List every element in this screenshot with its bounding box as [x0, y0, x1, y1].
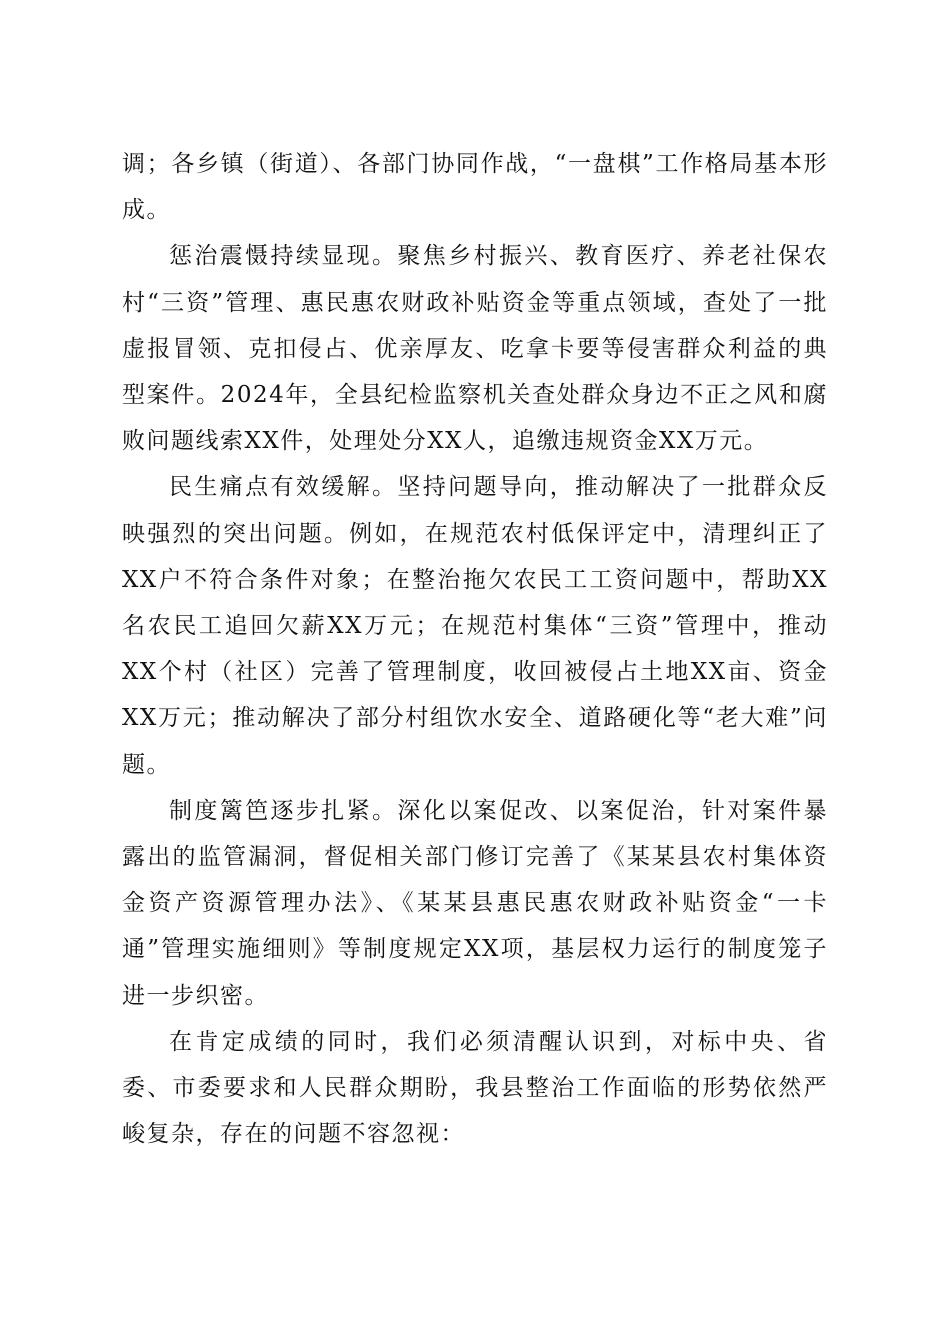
paragraph-livelihood-relief: 民生痛点有效缓解。坚持问题导向，推动解决了一批群众反映强烈的突出问题。例如，在规范农村低保评定中，清理纠正了XX户不符合条件对象；在整治拖欠农民工工资问题中，帮助XX名农民工追回欠薪XX万元；在规范村集体“三资”管理中，推动XX个村（社区）完善了管理制度，收回被侵占土地XX亩、资金XX万元；推动解决了部分村组饮水安全、道路硬化等“老大难”问题。	[122, 474, 828, 778]
paragraph-institutional-fence: 制度篱笆逐步扎紧。深化以案促改、以案促治，针对案件暴露出的监管漏洞，督促相关部门修订完善了《某某县农村集体资金资产资源管理办法》、《某某县惠民惠农财政补贴资金“一卡通”管理实施细则》等制度规定XX项，基层权力运行的制度笼子进一步织密。	[122, 797, 828, 1009]
paragraph-punishment-deterrence: 惩治震慑持续显现。聚焦乡村振兴、教育医疗、养老社保农村“三资”管理、惠民惠农财政补贴资金等重点领域，查处了一批虚报冒领、克扣侵占、优亲厚友、吃拿卡要等侵害群众利益的典型案件。2024年，全县纪检监察机关查处群众身边不正之风和腐败问题线索XX件，处理处分XX人，追缴违规资金XX万元。	[122, 243, 828, 455]
paragraph-continuation: 调；各乡镇（街道）、各部门协同作战，“一盘棋”工作格局基本形成。	[122, 151, 828, 224]
paragraph-problems-intro: 在肯定成绩的同时，我们必须清醒认识到，对标中央、省委、市委要求和人民群众期盼，我县整治工作面临的形势依然严峻复杂，存在的问题不容忽视：	[122, 1028, 828, 1148]
document-body	[122, 141, 828, 1157]
